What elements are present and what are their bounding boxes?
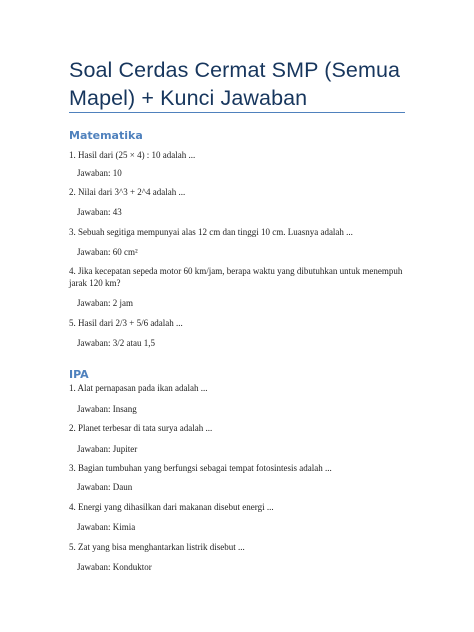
title-underline — [69, 112, 405, 113]
question-matematika-2: 2. Nilai dari 3^3 + 2^4 adalah ... — [69, 187, 186, 197]
question-matematika-5: 5. Hasil dari 2/3 + 5/6 adalah ... — [69, 318, 183, 328]
section-heading-ipa: IPA — [69, 368, 89, 381]
answer-matematika-5: Jawaban: 3/2 atau 1,5 — [77, 338, 155, 348]
document-title: Soal Cerdas Cermat SMP (Semua Mapel) + Kunci Jawaban — [69, 58, 401, 110]
answer-ipa-1: Jawaban: Insang — [77, 404, 137, 414]
answer-ipa-4: Jawaban: Kimia — [77, 522, 136, 532]
question-matematika-4: 4. Jika kecepatan sepeda motor 60 km/jam, berapa waktu yang dibutuhkan untuk menempuh jarak 120 km? — [69, 266, 403, 288]
answer-matematika-2: Jawaban: 43 — [77, 207, 122, 217]
question-ipa-1: 1. Alat pernapasan pada ikan adalah ... — [69, 383, 208, 393]
answer-matematika-1: Jawaban: 10 — [77, 168, 122, 178]
answer-matematika-3: Jawaban: 60 cm² — [77, 247, 138, 257]
answer-ipa-5: Jawaban: Konduktor — [77, 562, 152, 572]
question-matematika-3: 3. Sebuah segitiga mempunyai alas 12 cm dan tinggi 10 cm. Luasnya adalah ... — [69, 227, 353, 237]
question-ipa-2: 2. Planet terbesar di tata surya adalah ... — [69, 423, 213, 433]
section-heading-matematika: Matematika — [69, 129, 143, 142]
question-ipa-5: 5. Zat yang bisa menghantarkan listrik disebut ... — [69, 542, 245, 552]
answer-matematika-4: Jawaban: 2 jam — [77, 298, 133, 308]
question-matematika-1: 1. Hasil dari (25 × 4) : 10 adalah ... — [69, 150, 196, 160]
question-ipa-3: 3. Bagian tumbuhan yang berfungsi sebagai tempat fotosintesis adalah ... — [69, 463, 332, 473]
question-ipa-4: 4. Energi yang dihasilkan dari makanan disebut energi ... — [69, 502, 274, 512]
answer-ipa-2: Jawaban: Jupiter — [77, 444, 138, 454]
answer-ipa-3: Jawaban: Daun — [77, 482, 133, 492]
